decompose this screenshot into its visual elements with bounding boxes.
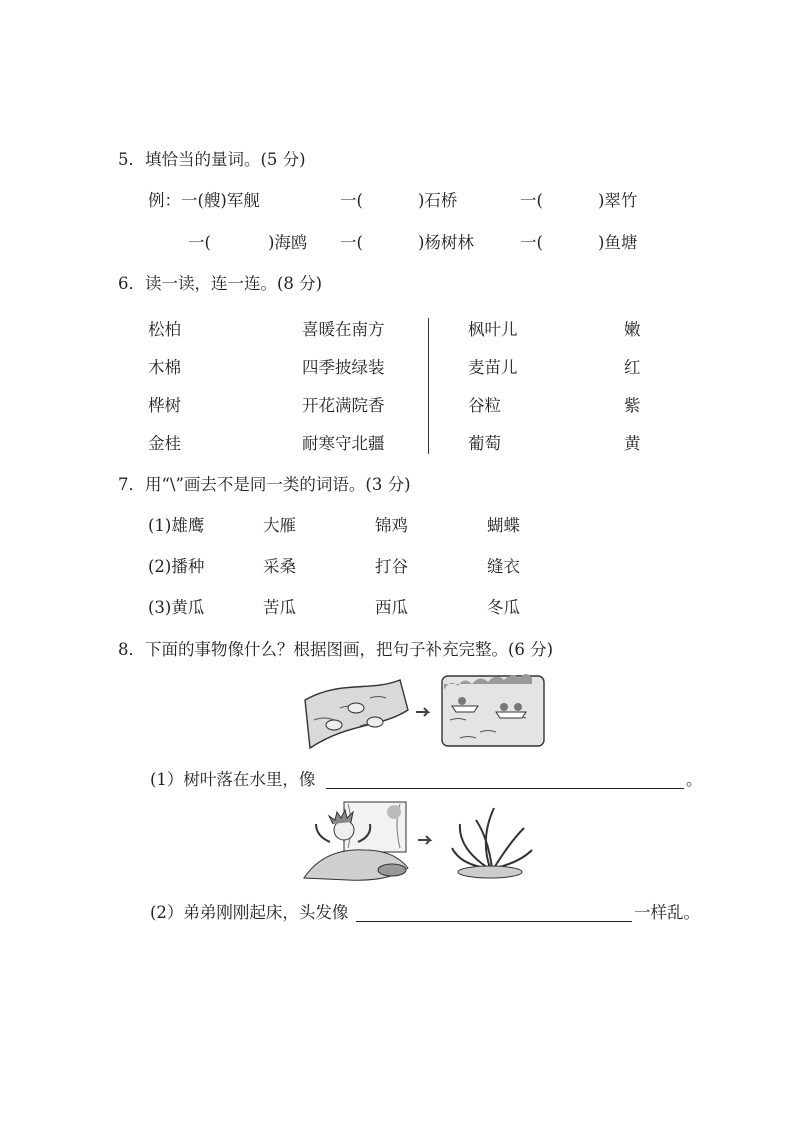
tree-item: 桦树 (148, 396, 181, 415)
q5-title: 5．填恰当的量词。(5 分) (118, 150, 306, 169)
color-item: 红 (624, 358, 641, 377)
sentence-1-prefix: (1）树叶落在水里，像 (150, 770, 316, 789)
sentence-2-suffix: 一样乱。 (634, 903, 700, 922)
sentence-2-prefix: (2）弟弟刚刚起床，头发像 (150, 903, 349, 922)
q5-close-cuizhu: )翠竹 (598, 191, 638, 210)
q5-open: 一( (188, 233, 211, 252)
trait-item: 四季披绿装 (302, 358, 385, 377)
q5-close-haiou: )海鸥 (268, 233, 308, 252)
q5-close-yangshulin: )杨树林 (418, 233, 474, 252)
word-item: (2)播种 (148, 557, 205, 576)
word-item: 苦瓜 (263, 598, 296, 617)
word-item: 西瓜 (375, 598, 408, 617)
word-item: 缝衣 (487, 557, 520, 576)
word-item: 蝴蝶 (487, 516, 520, 535)
q5-close-shiqiao: )石桥 (418, 191, 458, 210)
color-item: 嫩 (624, 320, 641, 339)
tree-item: 松柏 (148, 320, 181, 339)
word-item: 采桑 (263, 557, 296, 576)
tree-item: 金桂 (148, 434, 181, 453)
word-item: 打谷 (375, 557, 408, 576)
word-item: 大雁 (263, 516, 296, 535)
leaves-river-illustration (300, 670, 550, 752)
q5-example: 例：一(艘)军舰 (148, 191, 260, 210)
q5-open: 一( (520, 191, 543, 210)
word-item: (3)黄瓜 (148, 598, 205, 617)
trait-item: 耐寒守北疆 (302, 434, 385, 453)
plant-item: 枫叶儿 (468, 320, 518, 339)
word-item: 冬瓜 (487, 598, 520, 617)
column-divider (428, 318, 429, 454)
plant-item: 麦苗儿 (468, 358, 518, 377)
plant-item: 葡萄 (468, 434, 501, 453)
q5-open: 一( (340, 233, 363, 252)
q5-close-yutang: )鱼塘 (598, 233, 638, 252)
q5-open: 一( (340, 191, 363, 210)
boy-grass-illustration (300, 798, 540, 882)
tree-item: 木棉 (148, 358, 181, 377)
color-item: 紫 (624, 396, 641, 415)
word-item: (1)雄鹰 (148, 516, 205, 535)
color-item: 黄 (624, 434, 641, 453)
q5-open: 一( (520, 233, 543, 252)
plant-item: 谷粒 (468, 396, 501, 415)
word-item: 锦鸡 (375, 516, 408, 535)
q6-title: 6．读一读，连一连。(8 分) (118, 274, 323, 293)
sentence-1-suffix: 。 (686, 770, 703, 789)
q7-title: 7．用“\”画去不是同一类的词语。(3 分) (118, 475, 411, 494)
trait-item: 喜暖在南方 (302, 320, 385, 339)
answer-blank-1[interactable] (326, 788, 684, 789)
trait-item: 开花满院香 (302, 396, 385, 415)
answer-blank-2[interactable] (356, 921, 632, 922)
q8-title: 8．下面的事物像什么？根据图画，把句子补充完整。(6 分) (118, 640, 554, 659)
